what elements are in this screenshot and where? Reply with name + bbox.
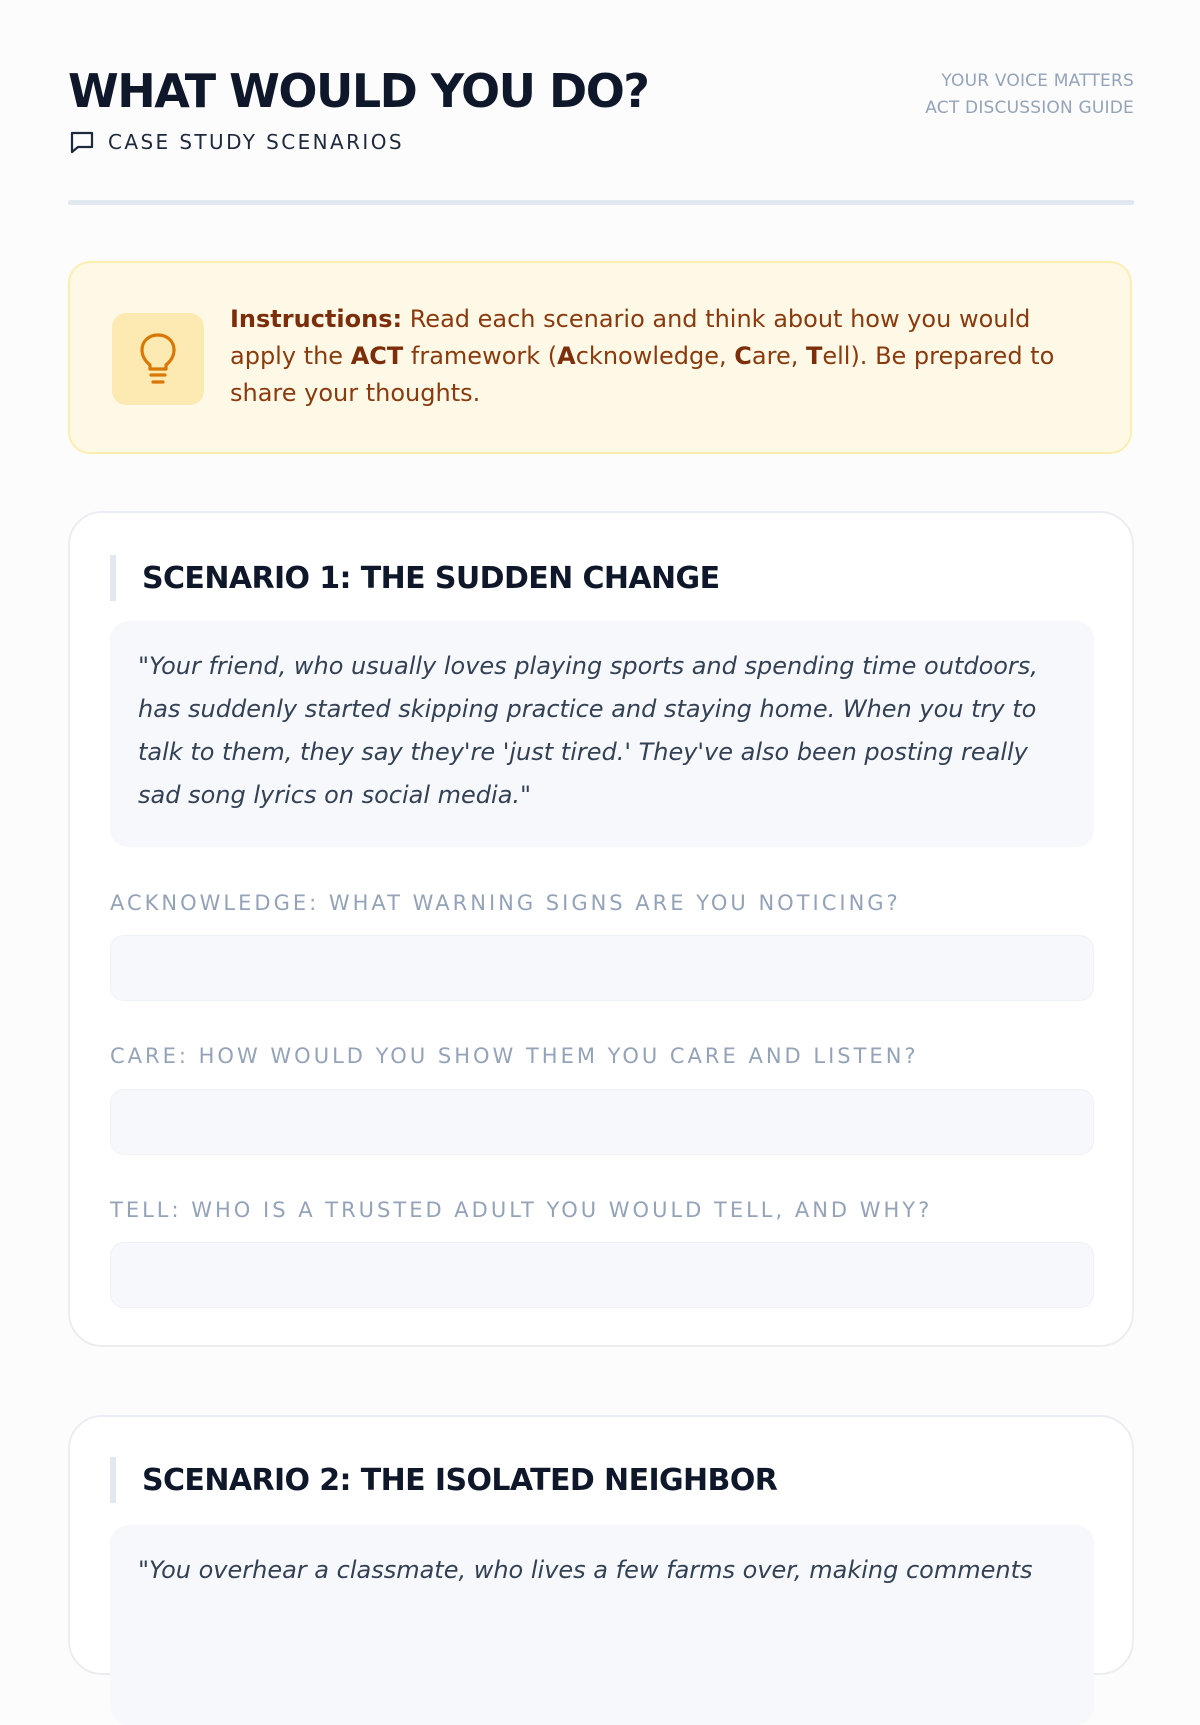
scenario-card [68, 511, 1134, 1347]
instructions-panel [68, 261, 1132, 454]
subtitle-row [68, 128, 404, 156]
instructions-text-part: framework ( [403, 342, 558, 370]
scenario-quote: "Your friend, who usually loves playing sports and spending time outdoors, has suddenly started skipping practice and staying home. When you try to talk to them, they say they're 'just tired.' They've also been posting really sad song lyrics on social media." [110, 621, 1094, 847]
instructions-text-part: cknowledge, [575, 342, 735, 370]
scenario-card [68, 1415, 1134, 1675]
scenario-title: SCENARIO 1: THE SUDDEN CHANGE [110, 555, 719, 601]
header [68, 0, 1134, 208]
page [68, 0, 1134, 1584]
lightbulb-icon [112, 313, 204, 405]
instructions-label: Instructions: [230, 305, 403, 333]
scenario-title: SCENARIO 2: THE ISOLATED NEIGHBOR [110, 1457, 777, 1503]
instructions-text-part: ell). Be prepared to share your thoughts. [230, 342, 1055, 407]
scenario-quote: "You overhear a classmate, who lives a few farms over, making comments [110, 1525, 1094, 1725]
answer-acknowledge-field[interactable] [110, 935, 1094, 1001]
answer-care-field[interactable] [110, 1089, 1094, 1155]
act-letter-a: A [557, 342, 576, 370]
page-subtitle: CASE STUDY SCENARIOS [108, 130, 404, 154]
header-divider [68, 200, 1134, 205]
instructions-text [230, 301, 1090, 412]
act-term: ACT [350, 342, 404, 370]
tagline-line-1: YOUR VOICE MATTERS [941, 71, 1134, 91]
question-care-label: CARE: HOW WOULD YOU SHOW THEM YOU CARE AND LISTEN? [110, 1044, 919, 1068]
question-acknowledge-label: ACKNOWLEDGE: WHAT WARNING SIGNS ARE YOU NOTICING? [110, 891, 901, 915]
header-tagline [925, 68, 1134, 122]
instructions-text-part: Read each scenario and think about how you would apply the [230, 305, 1031, 370]
chat-bubble-icon [68, 128, 96, 156]
question-tell-label: TELL: WHO IS A TRUSTED ADULT YOU WOULD TELL, AND WHY? [110, 1198, 933, 1222]
act-letter-c: C [734, 342, 752, 370]
tagline-line-2: ACT DISCUSSION GUIDE [925, 98, 1134, 118]
answer-tell-field[interactable] [110, 1242, 1094, 1308]
instructions-text-part: are, [751, 342, 806, 370]
act-letter-t: T [805, 342, 823, 370]
page-title: WHAT WOULD YOU DO? [68, 64, 649, 118]
